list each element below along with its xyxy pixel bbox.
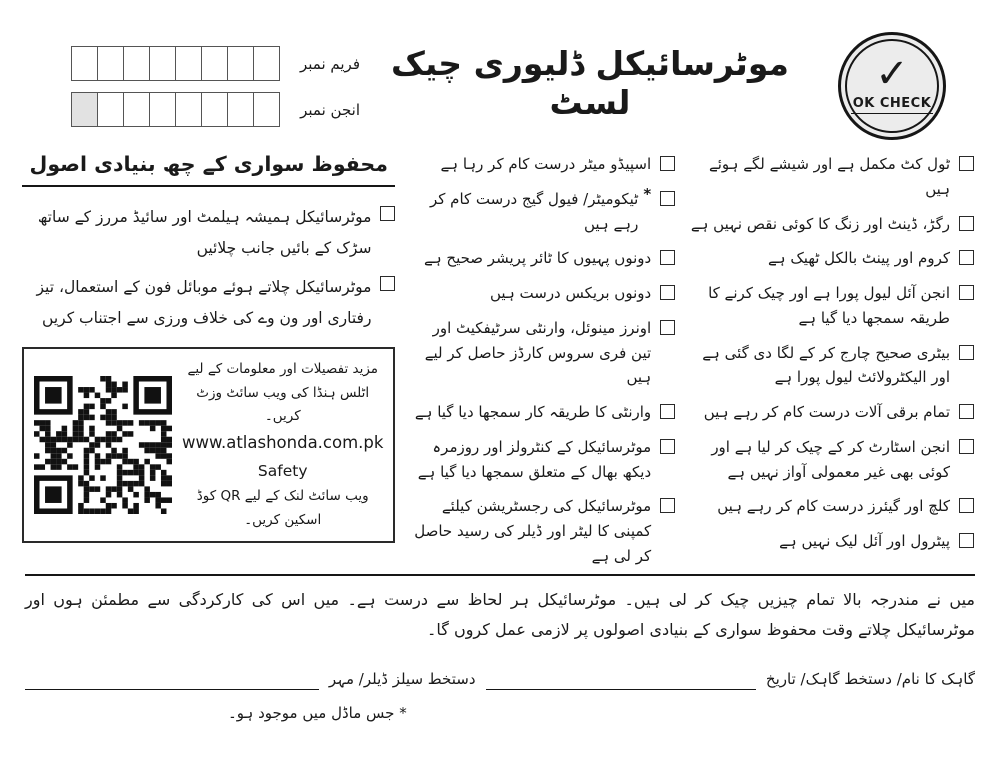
checklist-item-label: کروم اور پینٹ بالکل ٹھیک ہے	[768, 249, 950, 268]
checklist-item-label: اسپیڈو میٹر درست کام کر رہا ہے	[440, 155, 652, 173]
declaration-text: میں نے مندرجہ بالا تمام چیزیں چیک کر لی ہیں۔ موٹرسائیکل ہر لحاظ سے درست ہے۔ میں اس کی کارکردگی سے مطمئن ہوں اور موٹرسائیکل چلاتے وقت محفوظ سواری کے بنیادی اصولوں پر لازمی عمل کروں گا۔	[25, 590, 975, 639]
checkbox[interactable]	[660, 250, 675, 265]
engine-digit-cell-shaded[interactable]	[71, 92, 98, 127]
qr-info-box	[22, 347, 395, 543]
bottom-section	[25, 574, 975, 690]
checkbox[interactable]	[959, 345, 974, 360]
engine-digit-cell[interactable]	[201, 92, 228, 127]
checklist-item-label: وارنٹی کا طریقہ کار سمجھا دیا گیا ہے	[414, 403, 652, 421]
checkbox[interactable]	[660, 404, 675, 419]
checklist-item	[409, 316, 675, 390]
checkbox[interactable]	[660, 320, 675, 335]
checklist-item-label: موٹرسائیکل کی رجسٹریشن کیلئے کمپنی کا لیٹر اور ڈیلر کی رسید حاصل کر لی ہے	[414, 497, 652, 565]
checklist-item	[409, 435, 675, 485]
frame-number-cells	[72, 46, 280, 81]
checklist-item-label: انجن آئل لیول پورا ہے اور چیک کرنے کا طریقہ سمجھا دیا گیا ہے	[708, 284, 950, 327]
checkmark-icon: ✓	[875, 51, 909, 97]
engine-digit-cell[interactable]	[175, 92, 202, 127]
checklist-item	[409, 246, 675, 271]
checkbox[interactable]	[959, 156, 974, 171]
checklist-item-label: کلچ اور گیئرز درست کام کر رہے ہیں	[717, 497, 950, 516]
checklist-item	[689, 281, 974, 331]
engine-number-label: انجن نمبر	[300, 100, 360, 119]
signature-row	[25, 670, 975, 690]
dealer-signature-label: دستخط سیلز ڈیلر/ مہر	[328, 670, 476, 689]
page-title: موٹرسائیکل ڈلیوری چیک لسٹ	[391, 44, 789, 122]
ok-check-stamp	[838, 32, 946, 140]
checklist-item	[689, 212, 974, 237]
qr-code	[34, 376, 172, 514]
checkbox[interactable]	[959, 498, 974, 513]
checklist-item-label: موٹرسائیکل کے کنٹرولز اور روزمرہ دیکھ بھال کے متعلق سمجھا دیا گیا ہے	[417, 437, 652, 481]
checklist-item	[689, 494, 974, 519]
ok-check-stamp-text: OK CHECK	[851, 96, 934, 114]
checkbox[interactable]	[660, 191, 675, 206]
checklist-item	[689, 341, 974, 391]
column-general-checks	[689, 152, 974, 579]
checkbox[interactable]	[380, 276, 395, 291]
checkbox[interactable]	[660, 498, 675, 513]
vehicle-numbers-section	[30, 46, 360, 138]
asterisk-mark: *	[643, 184, 652, 203]
qr-caption-line: ویب سائٹ لنک کے لیے QR کوڈ	[196, 487, 369, 504]
frame-digit-cell[interactable]	[201, 46, 228, 81]
checkbox[interactable]	[959, 439, 974, 454]
engine-digit-cell[interactable]	[123, 92, 150, 127]
checkbox[interactable]	[959, 250, 974, 265]
qr-caption-line: مزید تفصیلات اور معلومات کے لیے	[187, 361, 379, 377]
checkbox[interactable]	[959, 404, 974, 419]
engine-digit-cell[interactable]	[97, 92, 124, 127]
checklist-columns	[22, 152, 974, 579]
checklist-item-with-asterisk	[409, 184, 675, 237]
checklist-item-label: بیٹری صحیح چارج کر کے لگا دی گئی ہے اور الیکٹرولائٹ لیول پورا ہے	[702, 343, 950, 387]
checklist-item-label: اونرز مینوئل، وارنٹی سرٹیفکیٹ اور تین فری سروس کارڈز حاصل کر لیے ہیں	[424, 318, 652, 387]
checklist-item	[689, 246, 974, 271]
safety-item	[22, 202, 395, 264]
safety-item	[22, 272, 395, 334]
checklist-item	[409, 281, 675, 306]
column-safety-principles	[22, 152, 395, 579]
safety-section-heading: محفوظ سواری کے چھ بنیادی اصول	[22, 152, 395, 187]
checklist-item	[409, 400, 675, 425]
customer-signature-line[interactable]	[486, 670, 756, 690]
checkbox[interactable]	[959, 216, 974, 231]
frame-number-row	[30, 46, 360, 81]
checklist-item-label: ٹیکومیٹر/ فیول گیج درست کام کر رہے ہیں	[429, 189, 639, 233]
frame-digit-cell[interactable]	[175, 46, 202, 81]
checklist-item-label: پیٹرول اور آئل لیک نہیں ہے	[779, 532, 950, 550]
model-footnote: * جس ماڈل میں موجود ہو۔	[228, 704, 407, 722]
checkbox[interactable]	[660, 156, 675, 171]
frame-digit-cell[interactable]	[123, 46, 150, 81]
checkbox[interactable]	[660, 285, 675, 300]
frame-digit-cell[interactable]	[227, 46, 254, 81]
website-url-caption: Safety	[257, 461, 308, 480]
engine-number-row	[30, 92, 360, 127]
checklist-item	[689, 435, 974, 485]
dealer-signature-line[interactable]	[25, 670, 319, 690]
checkbox[interactable]	[959, 285, 974, 300]
engine-digit-cell[interactable]	[149, 92, 176, 127]
checklist-item	[689, 400, 974, 425]
checklist-item-label: دونوں بریکس درست ہیں	[490, 284, 652, 302]
safety-item-label: موٹرسائیکل چلاتے ہوئے موبائل فون کے استعمال، تیز رفتاری اور ون وے کی خلاف ورزی سے اجتناب کریں	[36, 278, 372, 327]
qr-caption-line: اٹلس ہنڈا کی ویب سائٹ وزٹ کریں۔	[196, 384, 370, 425]
ok-check-stamp-inner	[845, 39, 939, 133]
checklist-item-label: تمام برقی آلات درست کام کر رہے ہیں	[703, 403, 950, 421]
engine-number-cells	[72, 92, 280, 127]
checklist-item	[409, 494, 675, 568]
column-instrument-checks	[409, 152, 675, 579]
checkbox[interactable]	[959, 533, 974, 548]
frame-digit-cell[interactable]	[71, 46, 98, 81]
checklist-item	[689, 152, 974, 202]
safety-item-label: موٹرسائیکل ہمیشہ ہیلمٹ اور سائیڈ مررز کے ساتھ سڑک کے بائیں جانب چلائیں	[37, 208, 372, 257]
website-url: www.atlashonda.com.pk	[182, 432, 384, 452]
engine-digit-cell[interactable]	[227, 92, 254, 127]
checklist-item-label: دونوں پہیوں کا ٹائر پریشر صحیح ہے	[424, 249, 652, 268]
frame-digit-cell[interactable]	[253, 46, 280, 81]
divider-line	[25, 574, 975, 576]
checklist-item-label: انجن اسٹارٹ کر کے چیک کر لیا ہے اور کوئی بھی غیر معمولی آواز نہیں ہے	[711, 437, 950, 481]
checkbox[interactable]	[660, 439, 675, 454]
qr-caption-line: اسکین کریں۔	[244, 511, 322, 528]
checklist-item-label: رگڑ، ڈینٹ اور زنگ کا کوئی نقص نہیں ہے	[690, 214, 950, 233]
qr-caption-text	[182, 358, 383, 532]
checklist-item	[689, 529, 974, 554]
customer-signature-label: گاہک کا نام/ دستخط گاہک/ تاریخ	[765, 670, 975, 689]
engine-digit-cell[interactable]	[253, 92, 280, 127]
frame-number-label: فریم نمبر	[299, 54, 360, 73]
checklist-item	[409, 152, 675, 177]
checkbox[interactable]	[380, 206, 395, 221]
checklist-item-label: ٹول کٹ مکمل ہے اور شیشے لگے ہوئے ہیں	[708, 155, 950, 198]
frame-digit-cell[interactable]	[149, 46, 176, 81]
frame-digit-cell[interactable]	[97, 46, 124, 81]
